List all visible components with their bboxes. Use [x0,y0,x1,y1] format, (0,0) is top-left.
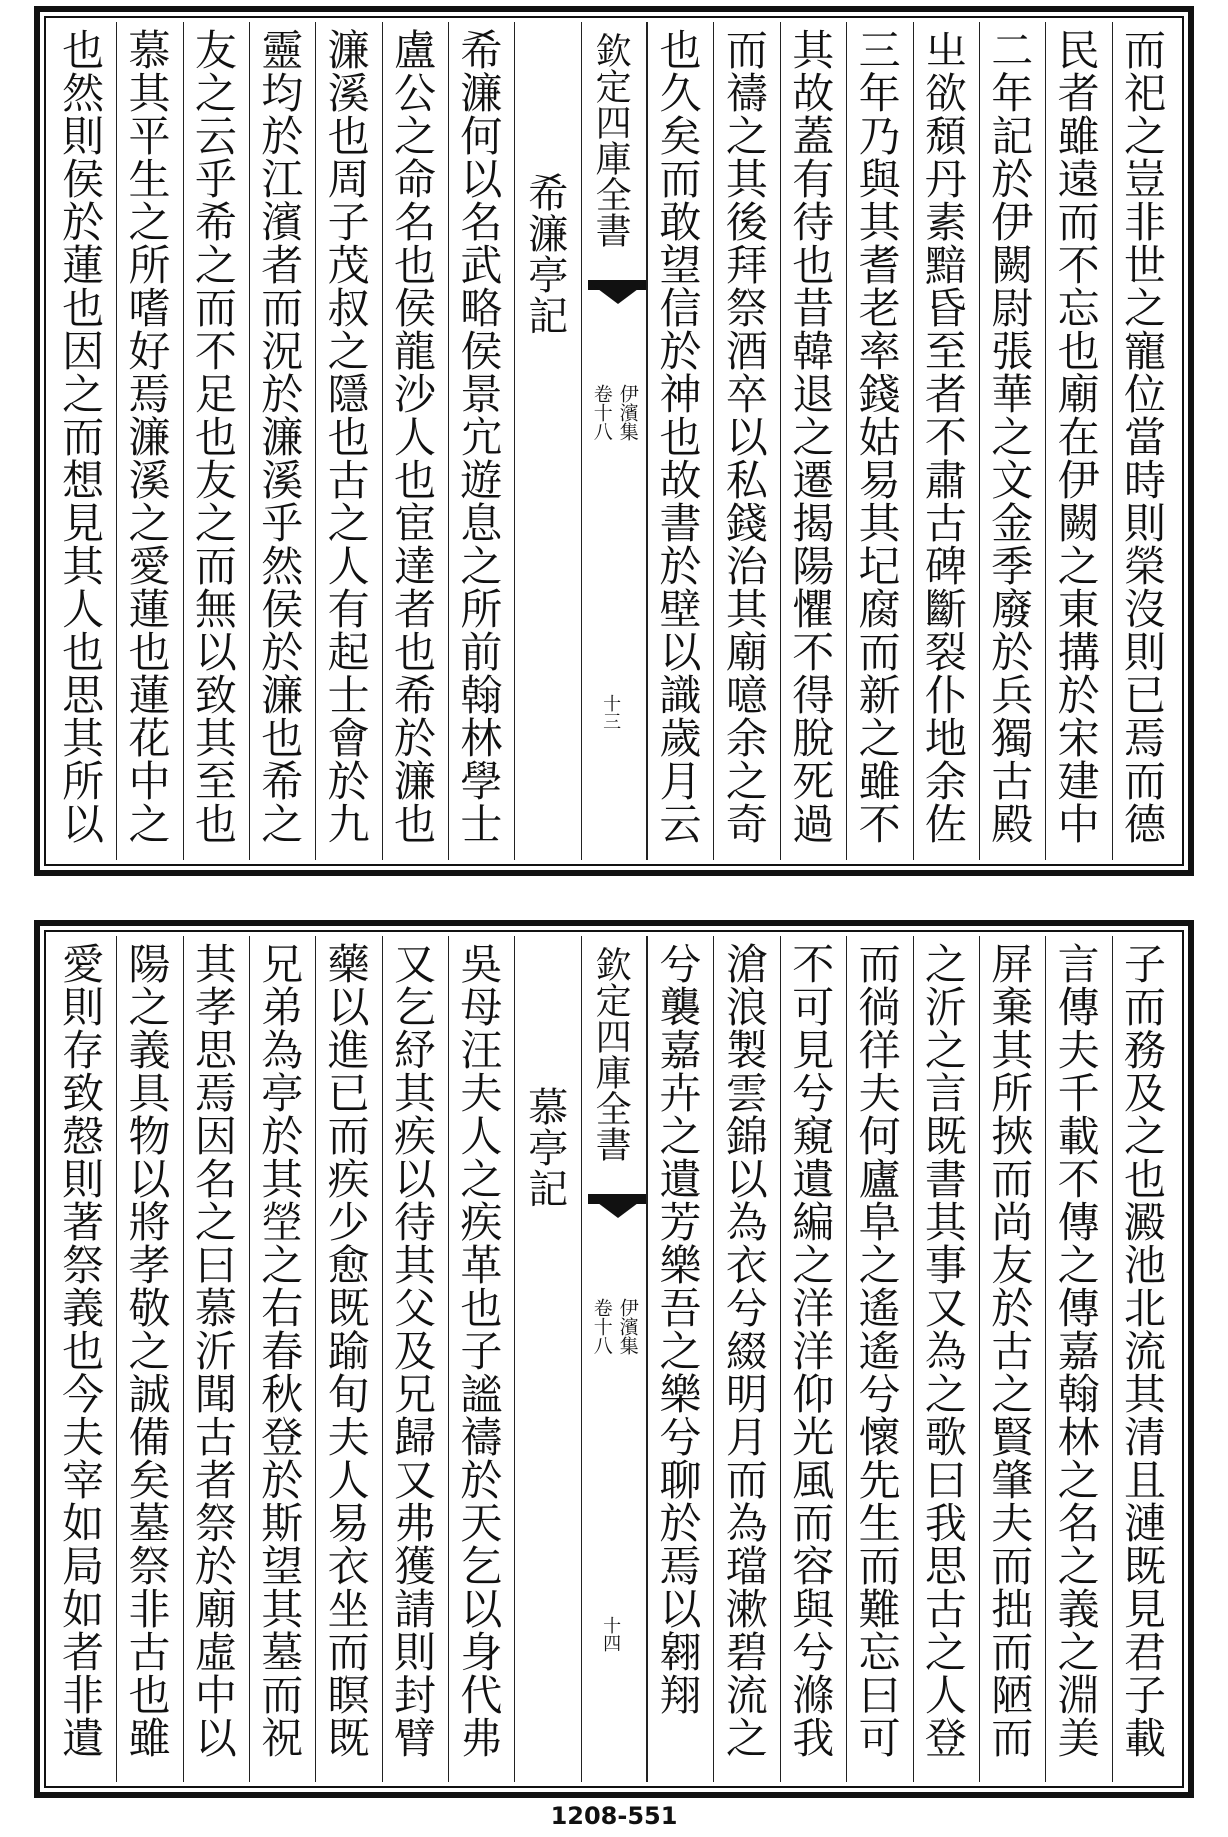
text-column: 友之云乎希之而不足也友之而無以致其至也 [183,22,249,860]
text-column: 也然則侯於蓮也因之而想見其人也思其所以 [56,28,106,845]
text-column: 不可見兮窺遺編之洋洋仰光風而容與兮滌我 [780,936,846,1782]
text-column: 而祀之豈非世之寵位當時則榮沒則已焉而德 [1112,22,1178,860]
text-column: 滄浪製雲錦以為衣兮綴明月而為璫漱碧流之 [713,936,779,1782]
text-column: 藥以進已而疾少愈既踰旬夫人易衣坐而瞑既 [315,936,381,1782]
text-column: 言傳夫千載不傳之傳嘉翰林之名之義之淵美 [1045,936,1111,1782]
section-title: 慕亭記 [514,936,580,1782]
text-column: 㞢欲頹丹素黯昏至者不肅古碑斷裂仆地余佐 [913,22,979,860]
text-column: 民者雖遠而不忘也廟在伊闕之東搆於宋建中 [1045,22,1111,860]
text-column: 慕其平生之所嗜好焉濂溪之愛蓮也蓮花中之 [116,22,182,860]
text-column: 兄弟為亭於其塋之右春秋登於斯望其墓而祝 [249,936,315,1782]
source-label [590,1298,640,1355]
bottom-page-columns [50,936,1178,1782]
top-page-columns [50,22,1178,860]
text-column: 屏棄其所挾而尚友於古之賢肇夫而拙而陋而 [979,936,1045,1782]
source-volume: 卷十八 [590,384,613,441]
source-name: 伊濱集 [616,1298,639,1355]
text-column: 靈均於江濱者而況於濂溪乎然侯於濂也希之 [249,22,315,860]
fishtail-mark-tip [594,1200,642,1218]
text-column: 其孝思焉因名之曰慕沂聞古者祭於廟虛中以 [183,936,249,1782]
text-column: 又乞紓其疾以待其父及兄歸又弗獲請則封臂 [382,936,448,1782]
fishtail-mark-tip [594,286,642,304]
text-column: 三年乃與其耆老率錢姑易其圮腐而新之雖不 [846,22,912,860]
source-label [590,384,640,441]
section-title: 希濂亭記 [514,22,580,860]
text-column: 也久矣而敢望信於神也故書於壁以識歲月云 [647,22,713,860]
text-column: 子而務及之也澱池北流其清且漣既見君子載 [1112,936,1178,1782]
book-title: 欽定四庫全書 [590,946,632,1162]
text-column: 濂溪也周子茂叔之隱也古之人有起士會於九 [315,22,381,860]
source-name: 伊濱集 [616,384,639,441]
text-column: 吳母汪夫人之疾革也子謐禱於天乞以身代弗 [448,936,514,1782]
text-column: 之沂之言既書其事又為之歌曰我思古之人登 [913,936,979,1782]
text-column: 而禱之其後拜祭酒卒以私錢治其廟噫余之奇 [713,22,779,860]
book-title: 欽定四庫全書 [590,32,632,248]
text-column: 其故蓋有待也昔韓退之遷揭陽懼不得脫死過 [780,22,846,860]
text-column: 兮襲嘉卉之遺芳樂吾之樂兮聊於焉以翱翔 [647,936,713,1782]
bottom-page [34,920,1194,1798]
text-column: 盧公之命名也侯龍沙人也宦達者也希於濂也 [382,22,448,860]
text-column: 希濂何以名武略侯景宂遊息之所前翰林學士 [448,22,514,860]
folio-number: 十三 [600,694,622,730]
text-column: 愛則存致慤則著祭義也今夫宰如局如者非遺 [56,942,106,1759]
top-page [34,6,1194,876]
center-banner [581,22,647,860]
text-column: 二年記於伊闕尉張華之文金季廢於兵獨古殿 [979,22,1045,860]
text-column: 而徜徉夫何廬阜之遙遙兮懷先生而難忘曰可 [846,936,912,1782]
source-volume: 卷十八 [590,1298,613,1355]
center-banner [581,936,647,1782]
text-column: 陽之義具物以將孝敬之誠備矣墓祭非古也雖 [116,936,182,1782]
folio-number: 十四 [600,1616,622,1652]
page-number: 1208-551 [550,1802,678,1830]
